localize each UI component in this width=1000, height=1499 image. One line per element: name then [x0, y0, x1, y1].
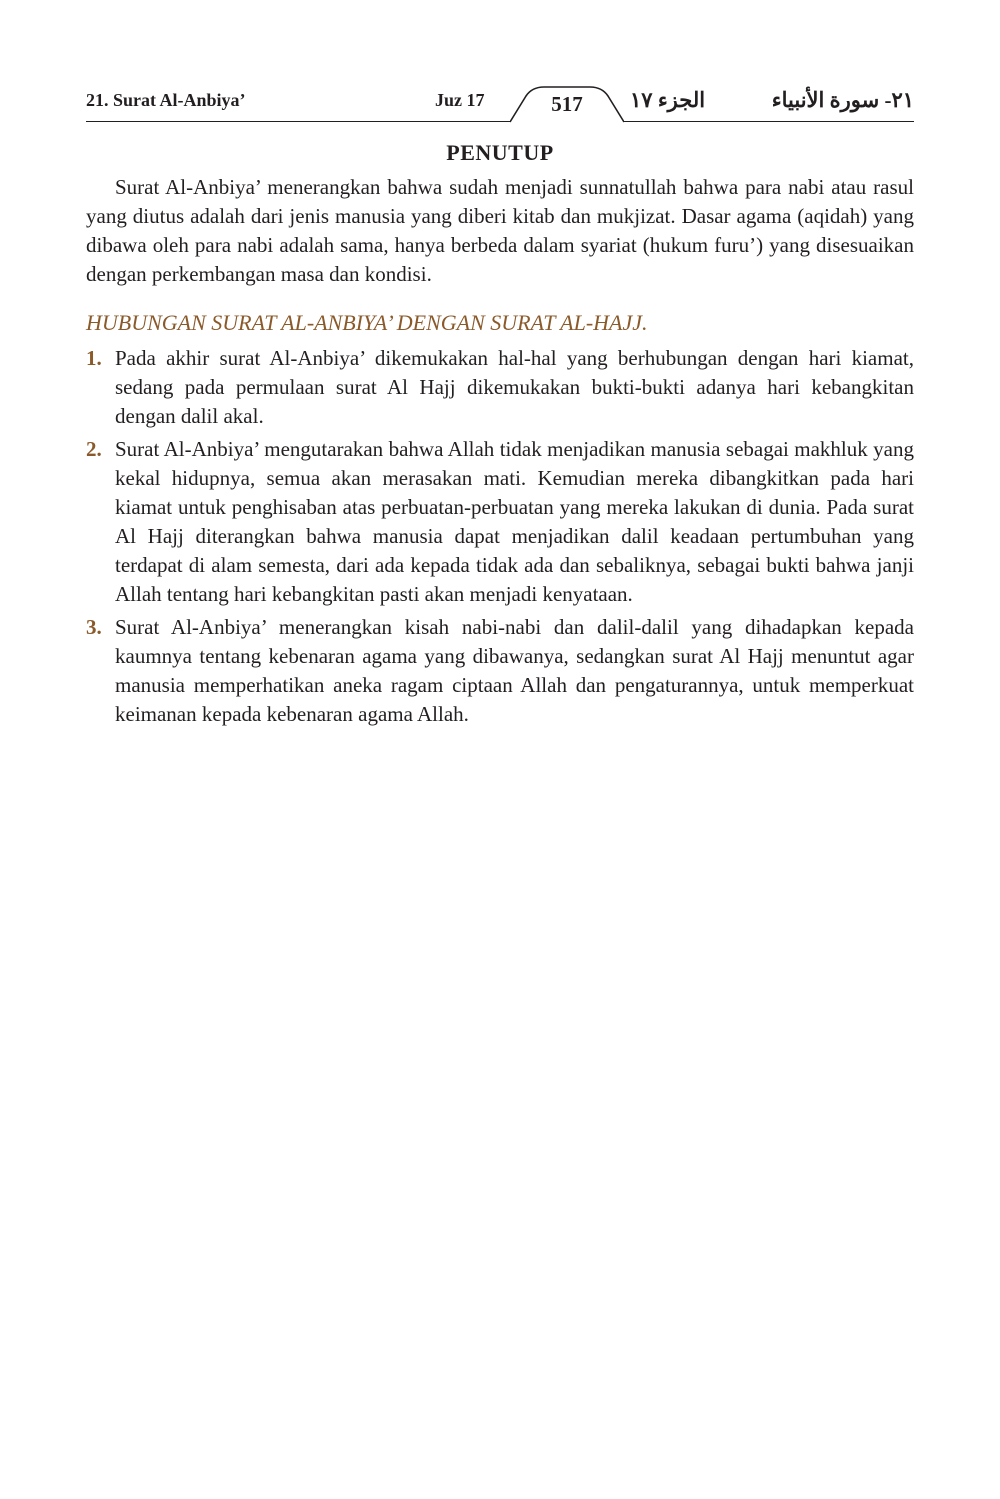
relation-list [86, 344, 914, 733]
list-item-number: 2. [86, 437, 102, 461]
list-item [86, 344, 914, 431]
page-number-tab [510, 84, 624, 124]
list-item-text: Surat Al-Anbiya’ mengutarakan bahwa Allah tidak menjadikan manusia sebagai makhluk yang kekal hidupnya, semua akan merasakan mati. Kemudian mereka dibangkitkan pada hari kiamat untuk penghisaban atas perbuatan-perbuatan yang mereka lakukan di dunia. Pada surat Al Hajj diterangkan bahwa manusia dapat menjadikan dalil keadaan pertumbuhan yang terdapat di alam semesta, dari ada kepada tidak ada dan sebaliknya, sebagai bukti bahwa janji Allah tentang hari kebangkitan pasti akan menjadi kenyataan. [115, 437, 914, 606]
list-item-text: Pada akhir surat Al-Anbiya’ dikemukakan hal-hal yang berhubungan dengan hari kiamat, sedang pada permulaan surat Al Hajj dikemukakan bukti-bukti adanya hari kebangkitan dengan dalil akal. [115, 346, 914, 428]
header-juz-label: Juz 17 [435, 90, 485, 110]
page-number: 517 [551, 92, 583, 116]
page-header [86, 84, 914, 126]
intro-paragraph: Surat Al-Anbiya’ menerangkan bahwa sudah menjadi sunnatullah bahwa para nabi atau rasul yang diutus adalah dari jenis manusia yang diberi kitab dan mukjizat. Dasar agama (aqidah) yang dibawa oleh para nabi adalah sama, hanya berbeda dalam syariat (hukum furu’) yang disesuaikan dengan perkembangan masa dan kondisi. [86, 175, 914, 286]
list-item [86, 613, 914, 729]
list-item-text: Surat Al-Anbiya’ menerangkan kisah nabi-nabi dan dalil-dalil yang dihadapkan kepada kaumnya tentang kebenaran agama yang dibawanya, sedangkan surat Al Hajj menuntut agar manusia memperhatikan aneka ragam ciptaan Allah dan pengaturannya, untuk memperkuat keimanan kepada kebenaran agama Allah. [115, 615, 914, 726]
list-item-number: 3. [86, 615, 102, 639]
header-rule [86, 121, 914, 122]
section-title: PENUTUP [446, 140, 554, 165]
list-item [86, 435, 914, 609]
list-item-number: 1. [86, 346, 102, 370]
relation-subheading: HUBUNGAN SURAT AL-ANBIYA’ DENGAN SURAT AL-HAJJ. [86, 310, 648, 335]
header-arabic-juz: الجزء ١٧ [630, 88, 706, 112]
header-arabic-surah: ٢١- سورة الأنبياء [771, 88, 914, 112]
header-surah-label: 21. Surat Al-Anbiya’ [86, 90, 246, 110]
